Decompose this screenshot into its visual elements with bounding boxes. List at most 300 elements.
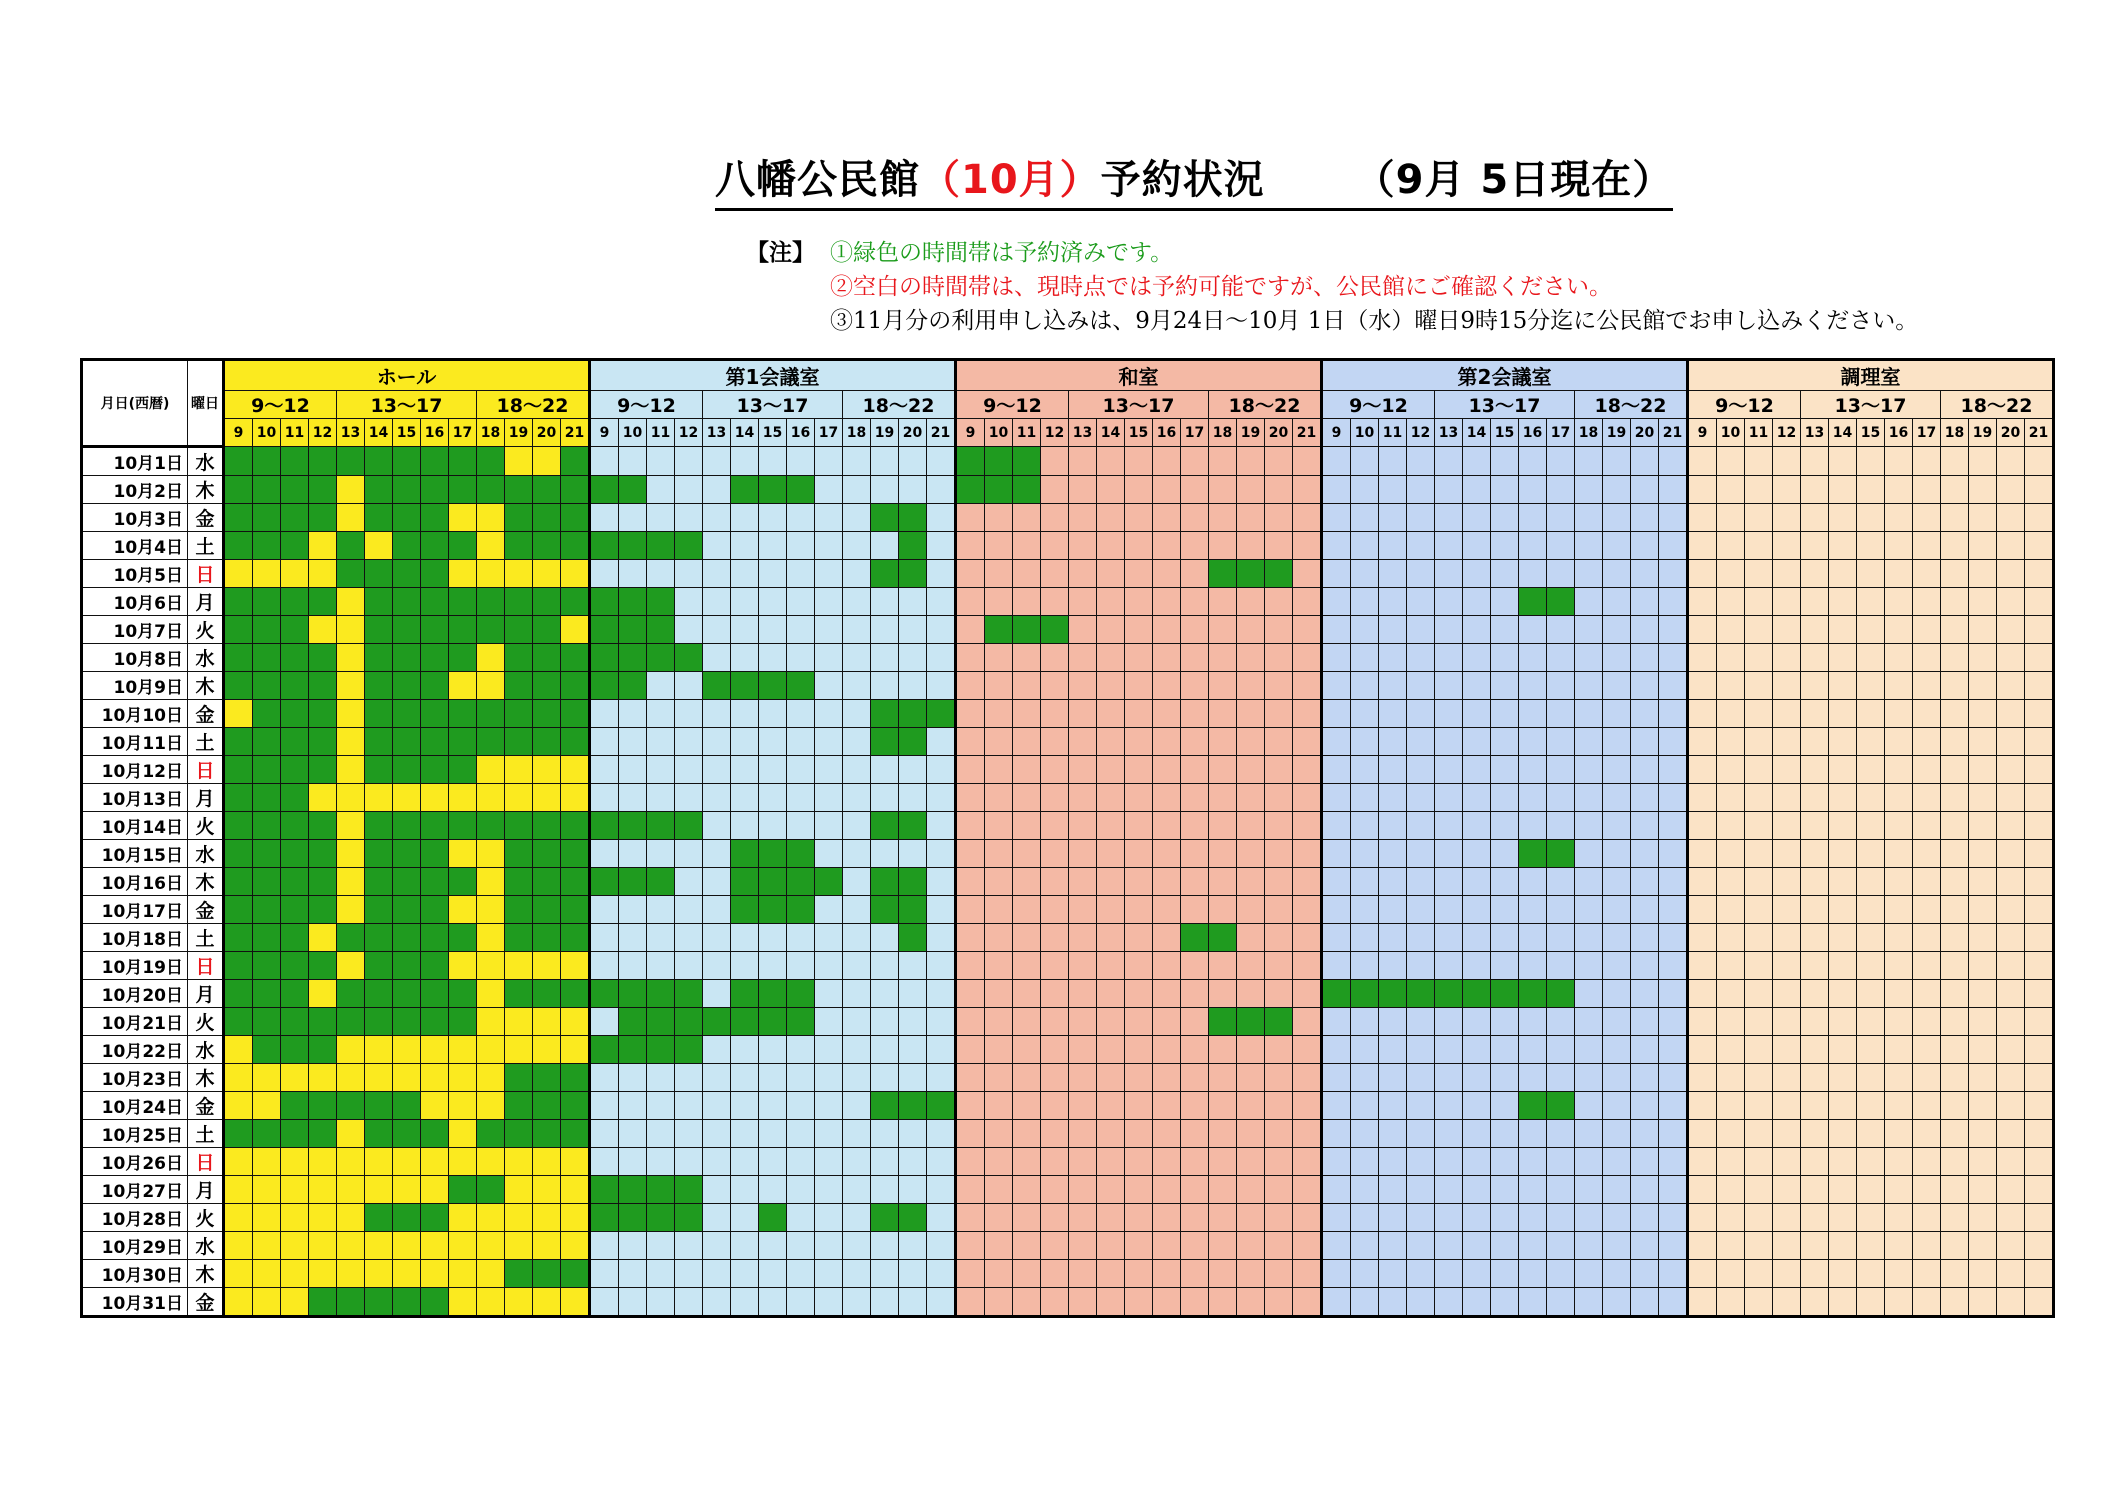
available-slot: [1351, 588, 1379, 616]
available-slot: [449, 560, 477, 588]
available-slot: [619, 1120, 647, 1148]
available-slot: [1857, 812, 1885, 840]
available-slot: [1069, 952, 1097, 980]
hour-header: 21: [1659, 419, 1688, 447]
available-slot: [1237, 1204, 1265, 1232]
available-slot: [1519, 532, 1547, 560]
available-slot: [1688, 1204, 1717, 1232]
hour-header: 16: [1519, 419, 1547, 447]
available-slot: [1575, 1260, 1603, 1288]
booked-slot: [561, 924, 590, 952]
available-slot: [703, 756, 731, 784]
available-slot: [477, 504, 505, 532]
date-cell: 10月22日: [82, 1036, 188, 1064]
available-slot: [1801, 896, 1829, 924]
available-slot: [619, 1232, 647, 1260]
available-slot: [1125, 784, 1153, 812]
booked-slot: [421, 1120, 449, 1148]
available-slot: [1407, 504, 1435, 532]
booked-slot: [421, 616, 449, 644]
booked-slot: [281, 756, 309, 784]
available-slot: [590, 952, 619, 980]
available-slot: [956, 1064, 985, 1092]
available-slot: [787, 1092, 815, 1120]
date-cell: 10月11日: [82, 728, 188, 756]
available-slot: [1631, 1288, 1659, 1317]
available-slot: [1153, 1148, 1181, 1176]
available-slot: [1829, 756, 1857, 784]
available-slot: [1829, 1232, 1857, 1260]
notes-block: [746, 236, 1918, 338]
available-slot: [1265, 1288, 1293, 1317]
date-cell: 10月18日: [82, 924, 188, 952]
available-slot: [956, 1148, 985, 1176]
available-slot: [731, 1120, 759, 1148]
available-slot: [1969, 980, 1997, 1008]
available-slot: [871, 588, 899, 616]
available-slot: [619, 784, 647, 812]
available-slot: [1322, 868, 1351, 896]
available-slot: [2025, 812, 2054, 840]
booked-slot: [619, 588, 647, 616]
available-slot: [1547, 560, 1575, 588]
booked-slot: [421, 812, 449, 840]
available-slot: [1829, 924, 1857, 952]
booked-slot: [1237, 560, 1265, 588]
available-slot: [1547, 728, 1575, 756]
available-slot: [1688, 560, 1717, 588]
available-slot: [1069, 1008, 1097, 1036]
date-cell: 10月3日: [82, 504, 188, 532]
available-slot: [1969, 1008, 1997, 1036]
available-slot: [703, 476, 731, 504]
booked-slot: [281, 812, 309, 840]
available-slot: [647, 1232, 675, 1260]
available-slot: [337, 1232, 365, 1260]
available-slot: [1265, 616, 1293, 644]
hour-header: 10: [253, 419, 281, 447]
booked-slot: [281, 952, 309, 980]
available-slot: [1351, 700, 1379, 728]
title-facility: 八幡公民館: [715, 157, 920, 203]
available-slot: [1885, 476, 1913, 504]
available-slot: [1125, 1288, 1153, 1317]
weekday-cell: 日: [188, 560, 224, 588]
available-slot: [1717, 812, 1745, 840]
available-slot: [731, 1092, 759, 1120]
available-slot: [2025, 700, 2054, 728]
available-slot: [815, 896, 843, 924]
available-slot: [1885, 952, 1913, 980]
available-slot: [1519, 1260, 1547, 1288]
available-slot: [1237, 1064, 1265, 1092]
available-slot: [619, 896, 647, 924]
available-slot: [675, 504, 703, 532]
available-slot: [1519, 1008, 1547, 1036]
available-slot: [1857, 560, 1885, 588]
available-slot: [619, 700, 647, 728]
booked-slot: [731, 896, 759, 924]
available-slot: [1209, 504, 1237, 532]
available-slot: [1379, 868, 1407, 896]
available-slot: [561, 1232, 590, 1260]
available-slot: [1237, 1092, 1265, 1120]
booked-slot: [449, 812, 477, 840]
available-slot: [759, 616, 787, 644]
available-slot: [1322, 560, 1351, 588]
available-slot: [1913, 560, 1941, 588]
available-slot: [1351, 1232, 1379, 1260]
available-slot: [1941, 700, 1969, 728]
booked-slot: [281, 728, 309, 756]
available-slot: [871, 756, 899, 784]
booked-slot: [647, 1008, 675, 1036]
date-cell: 10月24日: [82, 1092, 188, 1120]
available-slot: [224, 1232, 253, 1260]
weekday-cell: 土: [188, 728, 224, 756]
booked-slot: [281, 868, 309, 896]
available-slot: [1013, 1288, 1041, 1317]
booked-slot: [365, 560, 393, 588]
available-slot: [1631, 812, 1659, 840]
available-slot: [1773, 532, 1801, 560]
available-slot: [2025, 1204, 2054, 1232]
booked-slot: [421, 447, 449, 476]
booked-slot: [590, 532, 619, 560]
available-slot: [590, 1008, 619, 1036]
booked-slot: [647, 1036, 675, 1064]
available-slot: [309, 784, 337, 812]
available-slot: [1041, 700, 1069, 728]
available-slot: [449, 1148, 477, 1176]
available-slot: [1041, 1036, 1069, 1064]
available-slot: [843, 476, 871, 504]
available-slot: [1125, 1176, 1153, 1204]
booked-slot: [393, 896, 421, 924]
available-slot: [1801, 728, 1829, 756]
date-cell: 10月15日: [82, 840, 188, 868]
available-slot: [1547, 1064, 1575, 1092]
available-slot: [1519, 728, 1547, 756]
available-slot: [703, 812, 731, 840]
available-slot: [1125, 1036, 1153, 1064]
available-slot: [1379, 812, 1407, 840]
available-slot: [1041, 476, 1069, 504]
available-slot: [927, 1148, 956, 1176]
available-slot: [1717, 1232, 1745, 1260]
available-slot: [1041, 1120, 1069, 1148]
booked-slot: [393, 756, 421, 784]
available-slot: [1209, 1232, 1237, 1260]
available-slot: [2025, 447, 2054, 476]
available-slot: [956, 616, 985, 644]
available-slot: [1941, 532, 1969, 560]
available-slot: [1153, 1260, 1181, 1288]
available-slot: [731, 1232, 759, 1260]
available-slot: [1125, 1232, 1153, 1260]
available-slot: [1125, 840, 1153, 868]
available-slot: [1885, 1288, 1913, 1317]
available-slot: [1913, 1288, 1941, 1317]
booked-slot: [393, 672, 421, 700]
available-slot: [1997, 644, 2025, 672]
available-slot: [1575, 560, 1603, 588]
available-slot: [1379, 1036, 1407, 1064]
available-slot: [1745, 700, 1773, 728]
booked-slot: [533, 924, 561, 952]
available-slot: [1491, 728, 1519, 756]
available-slot: [1209, 868, 1237, 896]
hour-header: 17: [815, 419, 843, 447]
available-slot: [1013, 840, 1041, 868]
available-slot: [1969, 1120, 1997, 1148]
hour-header: 12: [675, 419, 703, 447]
available-slot: [1547, 532, 1575, 560]
available-slot: [1237, 504, 1265, 532]
available-slot: [1097, 868, 1125, 896]
available-slot: [1941, 1120, 1969, 1148]
available-slot: [224, 700, 253, 728]
available-slot: [281, 1260, 309, 1288]
booked-slot: [421, 532, 449, 560]
available-slot: [1519, 672, 1547, 700]
available-slot: [477, 980, 505, 1008]
weekday-cell: 木: [188, 476, 224, 504]
available-slot: [1997, 840, 2025, 868]
available-slot: [1941, 1232, 1969, 1260]
available-slot: [731, 1064, 759, 1092]
available-slot: [1969, 840, 1997, 868]
booked-slot: [224, 728, 253, 756]
available-slot: [647, 1260, 675, 1288]
available-slot: [899, 476, 927, 504]
available-slot: [1265, 588, 1293, 616]
available-slot: [1885, 1008, 1913, 1036]
booked-slot: [505, 980, 533, 1008]
booked-slot: [393, 532, 421, 560]
available-slot: [1237, 476, 1265, 504]
available-slot: [1407, 672, 1435, 700]
available-slot: [731, 644, 759, 672]
booked-slot: [533, 980, 561, 1008]
booked-slot: [899, 812, 927, 840]
available-slot: [1659, 980, 1688, 1008]
available-slot: [1097, 476, 1125, 504]
available-slot: [985, 756, 1013, 784]
available-slot: [1435, 1008, 1463, 1036]
available-slot: [1351, 532, 1379, 560]
available-slot: [1069, 560, 1097, 588]
booked-slot: [871, 896, 899, 924]
available-slot: [1857, 447, 1885, 476]
available-slot: [1997, 1260, 2025, 1288]
available-slot: [703, 1036, 731, 1064]
booked-slot: [619, 980, 647, 1008]
available-slot: [1491, 1092, 1519, 1120]
available-slot: [2025, 784, 2054, 812]
available-slot: [1125, 504, 1153, 532]
date-cell: 10月23日: [82, 1064, 188, 1092]
available-slot: [253, 1288, 281, 1317]
available-slot: [1069, 447, 1097, 476]
available-slot: [1773, 1288, 1801, 1317]
available-slot: [1688, 840, 1717, 868]
available-slot: [1069, 756, 1097, 784]
hour-header: 11: [1013, 419, 1041, 447]
booked-slot: [759, 672, 787, 700]
available-slot: [1857, 1148, 1885, 1176]
available-slot: [815, 840, 843, 868]
table-row: [82, 447, 2054, 476]
available-slot: [2025, 616, 2054, 644]
available-slot: [1997, 812, 2025, 840]
booked-slot: [590, 812, 619, 840]
period-header: 18～22: [843, 391, 956, 419]
available-slot: [1997, 560, 2025, 588]
available-slot: [1547, 1148, 1575, 1176]
available-slot: [1491, 868, 1519, 896]
hour-header: 21: [927, 419, 956, 447]
available-slot: [843, 784, 871, 812]
table-row: [82, 1120, 2054, 1148]
hour-header: 15: [1857, 419, 1885, 447]
available-slot: [224, 1036, 253, 1064]
booked-slot: [421, 728, 449, 756]
booked-slot: [533, 896, 561, 924]
available-slot: [1631, 784, 1659, 812]
available-slot: [1773, 1092, 1801, 1120]
available-slot: [1969, 1288, 1997, 1317]
date-cell: 10月19日: [82, 952, 188, 980]
available-slot: [1717, 980, 1745, 1008]
available-slot: [1069, 924, 1097, 952]
available-slot: [224, 1092, 253, 1120]
booked-slot: [365, 504, 393, 532]
available-slot: [1773, 1064, 1801, 1092]
available-slot: [647, 1064, 675, 1092]
available-slot: [253, 1092, 281, 1120]
available-slot: [787, 588, 815, 616]
available-slot: [1237, 1176, 1265, 1204]
booked-slot: [533, 1092, 561, 1120]
available-slot: [927, 896, 956, 924]
available-slot: [675, 784, 703, 812]
booked-slot: [590, 1036, 619, 1064]
available-slot: [590, 1232, 619, 1260]
available-slot: [477, 1036, 505, 1064]
available-slot: [1407, 840, 1435, 868]
available-slot: [1013, 1064, 1041, 1092]
available-slot: [1885, 504, 1913, 532]
booked-slot: [477, 700, 505, 728]
available-slot: [1913, 756, 1941, 784]
available-slot: [731, 952, 759, 980]
available-slot: [1829, 728, 1857, 756]
available-slot: [675, 476, 703, 504]
hour-header: 14: [1463, 419, 1491, 447]
available-slot: [1801, 1036, 1829, 1064]
available-slot: [1407, 952, 1435, 980]
available-slot: [927, 756, 956, 784]
available-slot: [505, 1148, 533, 1176]
available-slot: [1885, 756, 1913, 784]
available-slot: [1547, 644, 1575, 672]
booked-slot: [731, 980, 759, 1008]
available-slot: [1631, 1120, 1659, 1148]
available-slot: [815, 1176, 843, 1204]
available-slot: [1547, 1120, 1575, 1148]
available-slot: [703, 1288, 731, 1317]
available-slot: [1209, 1288, 1237, 1317]
available-slot: [1293, 1260, 1322, 1288]
available-slot: [1153, 1204, 1181, 1232]
available-slot: [337, 504, 365, 532]
weekday-cell: 日: [188, 952, 224, 980]
booked-slot: [224, 1008, 253, 1036]
available-slot: [1547, 1204, 1575, 1232]
available-slot: [1463, 1036, 1491, 1064]
available-slot: [1547, 447, 1575, 476]
available-slot: [1969, 644, 1997, 672]
booked-slot: [561, 588, 590, 616]
booked-slot: [1013, 447, 1041, 476]
available-slot: [1547, 812, 1575, 840]
available-slot: [1351, 1288, 1379, 1317]
booked-slot: [505, 868, 533, 896]
available-slot: [647, 896, 675, 924]
available-slot: [1265, 1176, 1293, 1204]
available-slot: [619, 447, 647, 476]
available-slot: [561, 1204, 590, 1232]
hour-header: 10: [1717, 419, 1745, 447]
available-slot: [421, 1064, 449, 1092]
available-slot: [1857, 1232, 1885, 1260]
available-slot: [1519, 447, 1547, 476]
available-slot: [1181, 700, 1209, 728]
table-row: [82, 896, 2054, 924]
available-slot: [1745, 1176, 1773, 1204]
available-slot: [899, 1036, 927, 1064]
available-slot: [449, 504, 477, 532]
available-slot: [1885, 1176, 1913, 1204]
booked-slot: [533, 1260, 561, 1288]
available-slot: [393, 1064, 421, 1092]
available-slot: [1997, 756, 2025, 784]
available-slot: [1603, 896, 1631, 924]
available-slot: [899, 1176, 927, 1204]
available-slot: [927, 1232, 956, 1260]
table-row: [82, 1008, 2054, 1036]
available-slot: [787, 700, 815, 728]
available-slot: [281, 560, 309, 588]
available-slot: [1125, 672, 1153, 700]
available-slot: [1801, 868, 1829, 896]
available-slot: [1659, 1120, 1688, 1148]
available-slot: [1547, 476, 1575, 504]
available-slot: [1013, 1232, 1041, 1260]
available-slot: [759, 1176, 787, 1204]
available-slot: [1773, 1008, 1801, 1036]
booked-slot: [393, 1120, 421, 1148]
available-slot: [1969, 532, 1997, 560]
booked-slot: [365, 980, 393, 1008]
available-slot: [1941, 644, 1969, 672]
booked-slot: [1519, 588, 1547, 616]
available-slot: [1237, 924, 1265, 952]
booked-slot: [703, 672, 731, 700]
available-slot: [2025, 1232, 2054, 1260]
booked-slot: [224, 924, 253, 952]
